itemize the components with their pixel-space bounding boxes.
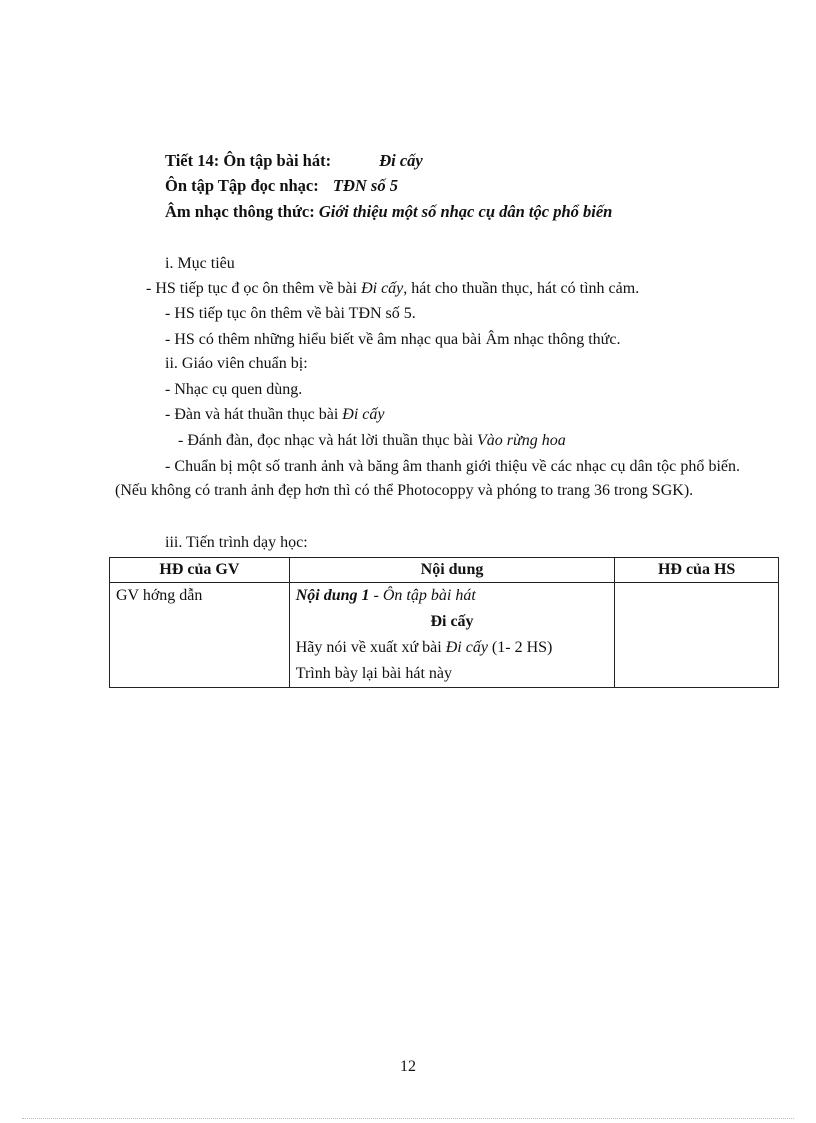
content-line-1 [296,635,608,661]
cell-gv [110,583,290,688]
preparation-item-3-song: Vào rừng hoa [477,432,566,449]
reading-value: TĐN số 5 [332,176,398,195]
content-subtitle: - Ôn tập bài hát [369,587,476,604]
section-preparation-title: ii. Giáo viên chuẩn bị: [165,355,308,372]
lesson-table [109,557,779,688]
cell-gv-text: GV hớng dẫn [116,587,203,604]
footer-divider [22,1118,794,1119]
objective-item-1-pre: - HS tiếp tục đ ọc ôn thêm về bài [146,280,362,297]
preparation-item-1: - Nhạc cụ quen dùng. [165,381,303,398]
col-header-content: Nội dung [289,558,614,583]
preparation-item-3 [178,431,566,451]
lesson-label: Tiết 14: Ôn tập bài hát: [165,151,332,170]
content-line-1-song: Đi cấy [445,639,488,656]
objective-item-2: - HS tiếp tục ôn thêm về bài TĐN số 5. [165,305,416,322]
cell-content [289,583,614,688]
table-header-row [110,558,779,583]
lesson-song: Đi cấy [379,151,423,170]
reading-label: Ôn tập Tập đọc nhạc: [165,176,319,195]
content-song: Đi cấy [430,613,474,630]
preparation-item-4: - Chuẩn bị một số tranh ảnh và băng âm thanh giới thiệu về các nhạc cụ dân tộc phổ biến. (Nếu không có tranh ảnh đẹp hơn thì có thể Photocoppy và phóng to trang 36 trong SGK). [115,458,740,499]
theory-value: Giới thiệu một số nhạc cụ dân tộc phổ biến [318,202,613,221]
col-header-hs: HĐ của HS [615,558,779,583]
content-line-1-post: (1- 2 HS) [487,639,553,656]
preparation-item-3-pre: - Đánh đàn, đọc nhạc và hát lời thuần thục bài [178,432,478,449]
objective-item-1 [146,279,639,299]
section-objectives-title: i. Mục tiêu [165,255,235,272]
theory-title [165,201,612,223]
cell-hs [615,583,779,688]
reading-title [165,175,398,197]
objective-item-3: - HS có thêm những hiểu biết về âm nhạc qua bài Âm nhạc thông thức. [165,331,621,348]
content-line-1-pre: Hãy nói về xuất xứ bài [295,639,446,656]
content-line-2: Trình bày lại bài hát này [295,665,453,682]
page-number: 12 [400,1058,416,1075]
preparation-item-2-pre: - Đàn và hát thuần thục bài [165,406,343,423]
table-row [110,583,779,688]
theory-label: Âm nhạc thông thức: [165,202,315,221]
preparation-item-2 [165,405,384,425]
objective-item-1-post: , hát cho thuần thục, hát có tình cảm. [403,280,640,297]
lesson-title [165,150,423,172]
content-heading [296,583,608,609]
content-title: Nội dung 1 [295,587,370,604]
col-header-gv: HĐ của GV [110,558,290,583]
preparation-item-2-song: Đi cấy [342,406,385,423]
objective-item-1-song: Đi cấy [361,280,404,297]
section-procedure-title: iii. Tiến trình dạy học: [165,534,308,551]
